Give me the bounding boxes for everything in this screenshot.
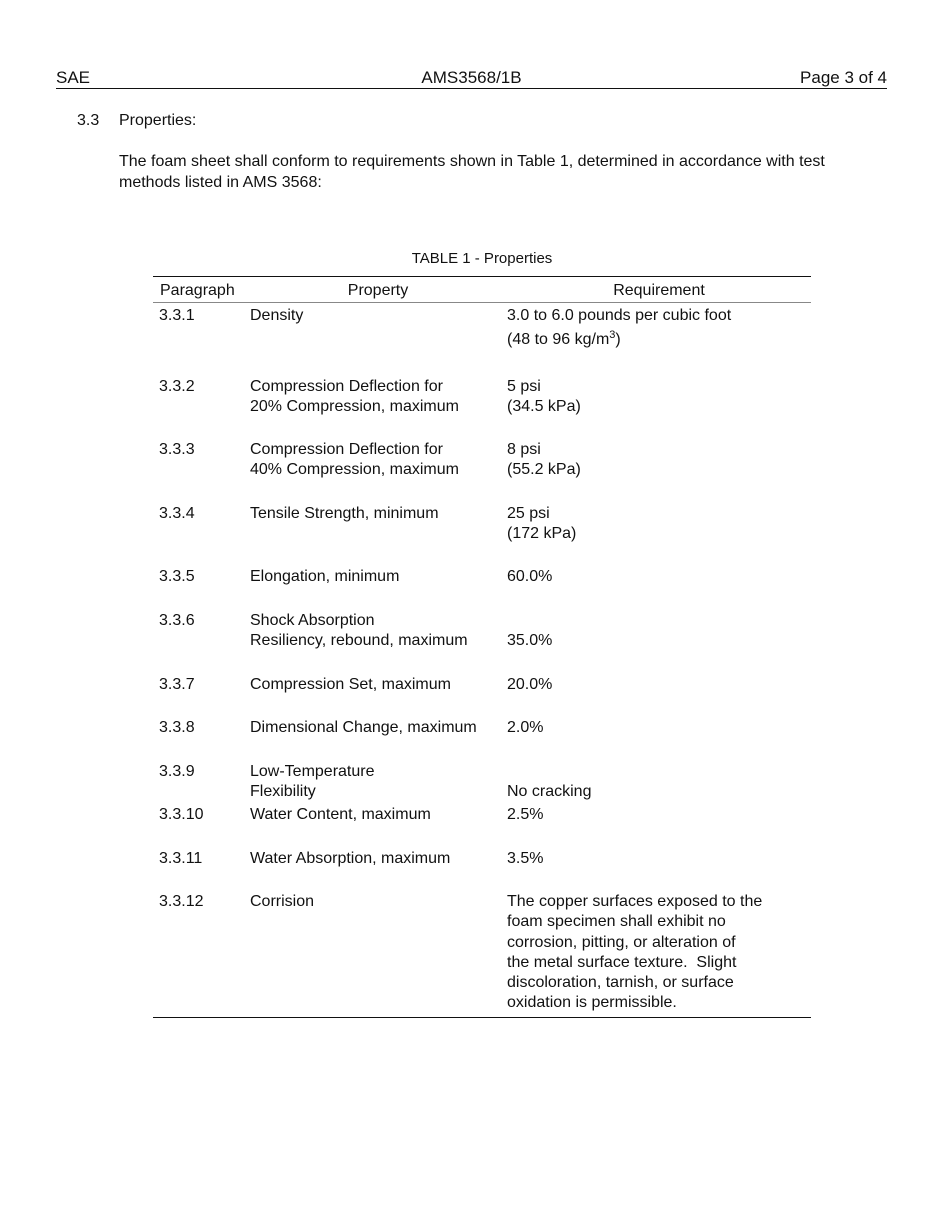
requirement-text: (55.2 kPa) [507,461,581,479]
property-text: Compression Deflection for [250,441,443,458]
requirement-cell [507,377,811,440]
paragraph-cell: 3.3.3 [159,441,195,458]
header-org: SAE [56,68,91,87]
requirement-text: corrosion, pitting, or alteration of [507,933,736,951]
table-row [153,377,811,440]
requirement-cell [507,611,811,675]
paragraph-cell: 3.3.12 [153,892,249,1017]
header-page-number: Page 3 of 4 [800,68,887,87]
table-row [153,849,811,892]
section-number: 3.3 [77,112,100,129]
property-cell [249,504,507,567]
intro-line: methods listed in AMS 3568: [119,174,322,191]
requirement-cell [507,849,811,892]
requirement-cell [507,303,811,378]
table-row [153,675,811,718]
table-row [153,440,811,504]
section-title: Properties: [119,112,197,129]
requirement-text: 3.0 to 6.0 pounds per cubic foot [507,307,732,324]
intro-line: The foam sheet shall conform to requirements shown in Table 1, determined in accordance with test [119,153,825,170]
requirement-cell [507,567,811,611]
property-cell [249,675,507,718]
property-text: Compression Deflection for [250,378,443,395]
table-row [153,567,811,611]
requirement-text: discoloration, tarnish, or surface [507,974,734,992]
property-cell [249,849,507,892]
requirement-cell [507,504,811,567]
requirement-text: 2.0% [507,719,544,736]
column-header-requirement: Requirement [507,277,811,303]
page-header [56,68,887,89]
table-row [153,303,811,378]
properties-table [153,276,811,1018]
paragraph-cell: 3.3.2 [159,378,195,395]
requirement-text: 35.0% [507,632,553,650]
requirement-cell [507,762,811,805]
property-text: Water Absorption, maximum [250,850,451,867]
property-text: Resiliency, rebound, maximum [250,632,468,650]
section-intro [119,151,889,193]
property-cell [249,762,507,805]
property-text: Elongation, minimum [250,568,400,585]
property-text: Flexibility [250,783,316,801]
requirement-cell [507,805,811,849]
requirement-text: (172 kPa) [507,525,577,543]
header-doc-number: AMS3568/1B [421,68,522,87]
property-text: Water Content, maximum [250,806,431,823]
table-title: TABLE 1 - Properties [411,250,553,267]
table-row [153,718,811,762]
property-text: 40% Compression, maximum [250,461,459,479]
requirement-text: 5 psi [507,378,541,395]
requirement-text: 25 psi [507,505,550,522]
requirement-text: The copper surfaces exposed to the [507,893,763,910]
property-cell [249,303,507,378]
requirement-text: 3.5% [507,850,544,867]
column-header-property: Property [249,277,507,303]
paragraph-cell: 3.3.6 [159,612,195,629]
table-row [153,805,811,849]
paragraph-cell: 3.3.9 [159,763,195,780]
property-text: 20% Compression, maximum [250,398,459,416]
paragraph-cell: 3.3.1 [159,307,195,324]
column-header-paragraph: Paragraph [153,277,249,303]
property-cell [249,567,507,611]
property-text: Tensile Strength, minimum [250,505,439,522]
requirement-text: No cracking [507,783,592,801]
property-cell [249,611,507,675]
paragraph-cell: 3.3.11 [159,850,203,867]
requirement-cell [507,675,811,718]
requirement-text: (34.5 kPa) [507,398,581,416]
paragraph-cell: 3.3.4 [159,505,195,522]
table-row [153,762,811,805]
table-row [153,504,811,567]
table-row [153,611,811,675]
requirement-text: 2.5% [507,806,544,823]
requirement-text: 8 psi [507,441,541,458]
property-text: Density [250,307,304,324]
property-text: Shock Absorption [250,612,375,629]
property-cell [249,377,507,440]
property-cell [249,440,507,504]
requirement-text: oxidation is permissible. [507,994,677,1012]
requirement-cell [507,718,811,762]
requirement-cell [507,892,811,1017]
paragraph-cell: 3.3.8 [159,719,195,736]
requirement-text: 20.0% [507,676,553,693]
table-header-row [153,277,811,303]
requirement-text: 60.0% [507,568,553,585]
requirement-text: foam specimen shall exhibit no [507,913,726,931]
requirement-cell [507,440,811,504]
property-cell [249,892,507,1017]
property-cell [249,718,507,762]
paragraph-cell: 3.3.7 [159,676,195,693]
paragraph-cell: 3.3.5 [159,568,195,585]
property-text: Dimensional Change, maximum [250,719,477,736]
property-text: Corrision [250,893,315,910]
property-cell [249,805,507,849]
requirement-text: (48 to 96 $kg/m^3$) [507,329,621,349]
table-row [153,892,811,1017]
paragraph-cell: 3.3.10 [159,806,204,823]
property-text: Compression Set, maximum [250,676,451,693]
property-text: Low-Temperature [250,763,375,780]
requirement-text: the metal surface texture. Slight [507,953,737,971]
